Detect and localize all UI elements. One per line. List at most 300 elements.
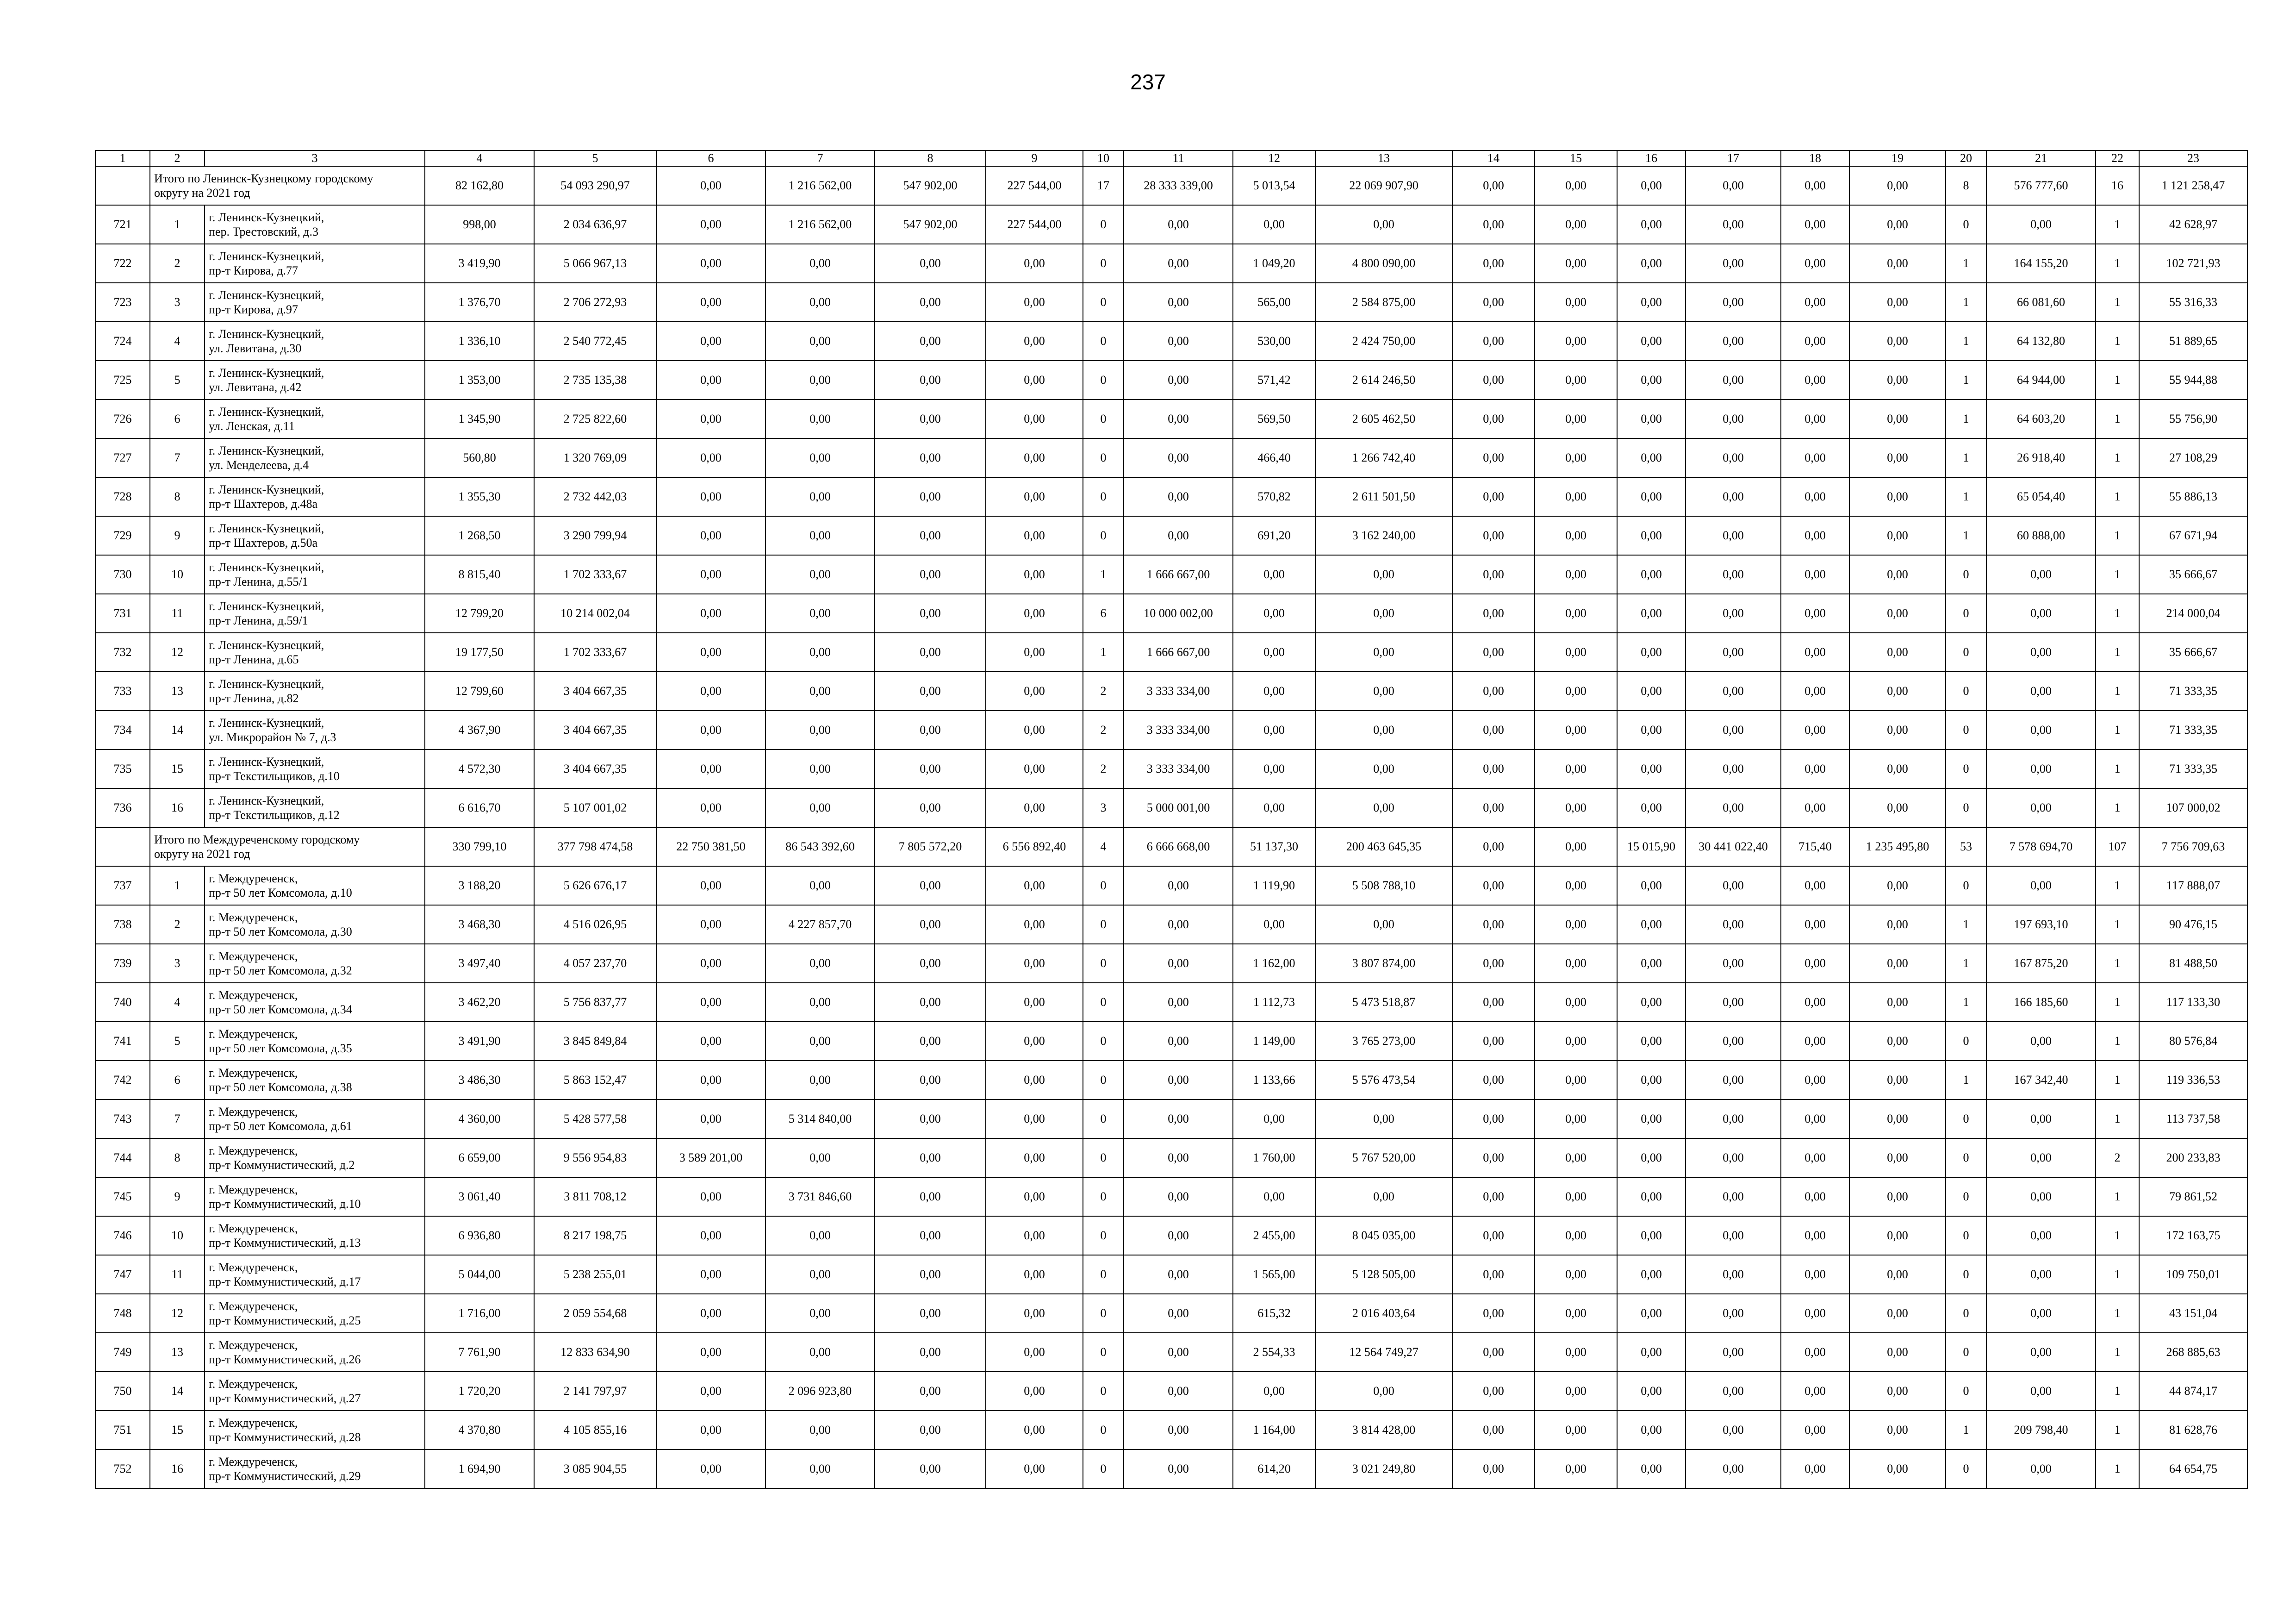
- value-cell: 0,00: [1233, 750, 1315, 788]
- value-cell: 0,00: [1452, 555, 1535, 594]
- value-cell: 0,00: [656, 283, 765, 322]
- row-index: 4: [150, 983, 205, 1022]
- value-cell: 2: [2096, 1138, 2139, 1177]
- value-cell: 5 756 837,77: [534, 983, 656, 1022]
- value-cell: 5 128 505,00: [1315, 1255, 1452, 1294]
- address-cell: г. Ленинск-Кузнецкий, ул. Менделеева, д.4: [205, 438, 425, 477]
- value-cell: 0,00: [765, 594, 875, 633]
- value-cell: 1: [2096, 1177, 2139, 1216]
- value-cell: 0,00: [1452, 594, 1535, 633]
- row-index: 12: [150, 633, 205, 672]
- row-number: 731: [95, 594, 150, 633]
- row-number: 734: [95, 711, 150, 750]
- value-cell: 0,00: [656, 1411, 765, 1449]
- row-index: 13: [150, 1333, 205, 1372]
- value-cell: 0,00: [1233, 594, 1315, 633]
- column-number-cell: 2: [150, 150, 205, 166]
- value-cell: 3 845 849,84: [534, 1022, 656, 1061]
- value-cell: 3 589 201,00: [656, 1138, 765, 1177]
- value-cell: 0,00: [1781, 711, 1849, 750]
- value-cell: 2 554,33: [1233, 1333, 1315, 1372]
- table-row: [95, 633, 2247, 672]
- value-cell: 0,00: [986, 400, 1083, 438]
- address-cell: г. Междуреченск, пр-т 50 лет Комсомола, д.30: [205, 905, 425, 944]
- value-cell: 0,00: [1617, 905, 1686, 944]
- value-cell: 0,00: [1535, 438, 1617, 477]
- value-cell: 0,00: [1986, 1294, 2096, 1333]
- value-cell: 1 149,00: [1233, 1022, 1315, 1061]
- value-cell: 0,00: [875, 866, 986, 905]
- value-cell: 0,00: [1535, 322, 1617, 361]
- value-cell: 1 162,00: [1233, 944, 1315, 983]
- value-cell: 1: [2096, 516, 2139, 555]
- value-cell: 0,00: [1849, 1138, 1946, 1177]
- value-cell: 8 815,40: [425, 555, 534, 594]
- address-cell: г. Ленинск-Кузнецкий, пер. Трестовский, д.3: [205, 205, 425, 244]
- value-cell: 0,00: [875, 594, 986, 633]
- value-cell: 0,00: [1849, 1411, 1946, 1449]
- value-cell: 0,00: [656, 322, 765, 361]
- value-cell: 1 565,00: [1233, 1255, 1315, 1294]
- row-number: 738: [95, 905, 150, 944]
- value-cell: 0,00: [986, 1177, 1083, 1216]
- table-row: [95, 361, 2247, 400]
- value-cell: 2 605 462,50: [1315, 400, 1452, 438]
- value-cell: 1 694,90: [425, 1449, 534, 1488]
- value-cell: 1: [2096, 594, 2139, 633]
- value-cell: 1 216 562,00: [765, 166, 875, 205]
- value-cell: 0,00: [656, 244, 765, 283]
- value-cell: 0: [1946, 633, 1986, 672]
- value-cell: 715,40: [1781, 827, 1849, 866]
- value-cell: 0,00: [765, 788, 875, 827]
- value-cell: 0,00: [1233, 205, 1315, 244]
- value-cell: 79 861,52: [2139, 1177, 2247, 1216]
- value-cell: 4 227 857,70: [765, 905, 875, 944]
- value-cell: 9 556 954,83: [534, 1138, 656, 1177]
- value-cell: 0,00: [1124, 1099, 1233, 1138]
- value-cell: 0,00: [1124, 1411, 1233, 1449]
- value-cell: 1 235 495,80: [1849, 827, 1946, 866]
- value-cell: 0,00: [1686, 283, 1781, 322]
- value-cell: 0,00: [1781, 1255, 1849, 1294]
- value-cell: 1 720,20: [425, 1372, 534, 1411]
- row-number: 737: [95, 866, 150, 905]
- value-cell: 109 750,01: [2139, 1255, 2247, 1294]
- value-cell: 570,82: [1233, 477, 1315, 516]
- row-number: 725: [95, 361, 150, 400]
- value-cell: 0,00: [1315, 1372, 1452, 1411]
- value-cell: 0,00: [1452, 711, 1535, 750]
- value-cell: 0,00: [1686, 788, 1781, 827]
- value-cell: 0,00: [1452, 983, 1535, 1022]
- value-cell: 0,00: [1124, 1022, 1233, 1061]
- value-cell: 82 162,80: [425, 166, 534, 205]
- value-cell: 0,00: [1686, 1099, 1781, 1138]
- value-cell: 0,00: [1233, 633, 1315, 672]
- address-cell: г. Ленинск-Кузнецкий, пр-т Ленина, д.59/1: [205, 594, 425, 633]
- value-cell: 0,00: [1781, 672, 1849, 711]
- value-cell: 0,00: [656, 438, 765, 477]
- address-cell: г. Междуреченск, пр-т 50 лет Комсомола, д.35: [205, 1022, 425, 1061]
- value-cell: 0,00: [1452, 944, 1535, 983]
- value-cell: 0,00: [875, 1372, 986, 1411]
- value-cell: 547 902,00: [875, 166, 986, 205]
- value-cell: 0,00: [875, 983, 986, 1022]
- value-cell: 0,00: [1124, 1372, 1233, 1411]
- value-cell: 4 360,00: [425, 1099, 534, 1138]
- value-cell: 0,00: [1535, 1177, 1617, 1216]
- row-number: 721: [95, 205, 150, 244]
- value-cell: 27 108,29: [2139, 438, 2247, 477]
- value-cell: 0,00: [1535, 905, 1617, 944]
- column-number-cell: 15: [1535, 150, 1617, 166]
- value-cell: 2 614 246,50: [1315, 361, 1452, 400]
- value-cell: 3 404 667,35: [534, 750, 656, 788]
- value-cell: 0,00: [765, 1061, 875, 1099]
- table-row: [95, 1022, 2247, 1061]
- value-cell: 3 021 249,80: [1315, 1449, 1452, 1488]
- value-cell: 0,00: [1233, 555, 1315, 594]
- value-cell: 1: [1946, 322, 1986, 361]
- value-cell: 614,20: [1233, 1449, 1315, 1488]
- value-cell: 64 944,00: [1986, 361, 2096, 400]
- value-cell: 0,00: [656, 1372, 765, 1411]
- value-cell: 0,00: [986, 1255, 1083, 1294]
- value-cell: 0,00: [1124, 244, 1233, 283]
- value-cell: 0,00: [986, 1372, 1083, 1411]
- value-cell: 1: [2096, 1099, 2139, 1138]
- value-cell: 1: [2096, 477, 2139, 516]
- value-cell: 0,00: [986, 1294, 1083, 1333]
- value-cell: 0,00: [875, 1216, 986, 1255]
- value-cell: 4 516 026,95: [534, 905, 656, 944]
- value-cell: 4 057 237,70: [534, 944, 656, 983]
- value-cell: 22 750 381,50: [656, 827, 765, 866]
- address-cell: г. Междуреченск, пр-т Коммунистический, д.27: [205, 1372, 425, 1411]
- value-cell: 0: [1083, 866, 1124, 905]
- value-cell: 0,00: [1849, 1449, 1946, 1488]
- value-cell: 0,00: [1686, 400, 1781, 438]
- value-cell: 0,00: [1535, 633, 1617, 672]
- value-cell: 0,00: [986, 983, 1083, 1022]
- value-cell: 0,00: [986, 1099, 1083, 1138]
- value-cell: 3 085 904,55: [534, 1449, 656, 1488]
- address-cell: г. Ленинск-Кузнецкий, ул. Левитана, д.30: [205, 322, 425, 361]
- value-cell: 0,00: [1617, 1177, 1686, 1216]
- value-cell: 0,00: [1986, 672, 2096, 711]
- row-number: 747: [95, 1255, 150, 1294]
- value-cell: 4 105 855,16: [534, 1411, 656, 1449]
- value-cell: 0,00: [1686, 1449, 1781, 1488]
- table-row: [95, 711, 2247, 750]
- value-cell: 0,00: [1849, 516, 1946, 555]
- value-cell: 166 185,60: [1986, 983, 2096, 1022]
- value-cell: 0,00: [1781, 1177, 1849, 1216]
- value-cell: 7 756 709,63: [2139, 827, 2247, 866]
- value-cell: 117 133,30: [2139, 983, 2247, 1022]
- value-cell: 0,00: [986, 1138, 1083, 1177]
- value-cell: 1: [2096, 1372, 2139, 1411]
- value-cell: 1 760,00: [1233, 1138, 1315, 1177]
- row-number: 749: [95, 1333, 150, 1372]
- row-number: 729: [95, 516, 150, 555]
- value-cell: 0,00: [1617, 1099, 1686, 1138]
- value-cell: 0,00: [656, 205, 765, 244]
- value-cell: 0,00: [1686, 1372, 1781, 1411]
- value-cell: 6 556 892,40: [986, 827, 1083, 866]
- address-cell: г. Ленинск-Кузнецкий, пр-т Шахтеров, д.50а: [205, 516, 425, 555]
- value-cell: 4 572,30: [425, 750, 534, 788]
- value-cell: 7 578 694,70: [1986, 827, 2096, 866]
- value-cell: 0,00: [1617, 788, 1686, 827]
- value-cell: 0,00: [1617, 711, 1686, 750]
- value-cell: 0,00: [1452, 1177, 1535, 1216]
- value-cell: 209 798,40: [1986, 1411, 2096, 1449]
- value-cell: 0,00: [1849, 400, 1946, 438]
- value-cell: 0,00: [1781, 166, 1849, 205]
- value-cell: 0,00: [1233, 1372, 1315, 1411]
- value-cell: 6: [1083, 594, 1124, 633]
- value-cell: 2 034 636,97: [534, 205, 656, 244]
- value-cell: 2 735 135,38: [534, 361, 656, 400]
- value-cell: 0,00: [875, 750, 986, 788]
- value-cell: 0,00: [1452, 1061, 1535, 1099]
- value-cell: 0: [1946, 1216, 1986, 1255]
- value-cell: 0,00: [875, 516, 986, 555]
- column-number-cell: 5: [534, 150, 656, 166]
- table-row: [95, 438, 2247, 477]
- value-cell: 0,00: [1781, 1294, 1849, 1333]
- value-cell: 3 290 799,94: [534, 516, 656, 555]
- value-cell: 0: [1946, 1022, 1986, 1061]
- value-cell: 0,00: [656, 1294, 765, 1333]
- value-cell: 0,00: [1535, 750, 1617, 788]
- value-cell: 0,00: [1849, 983, 1946, 1022]
- value-cell: 0,00: [1535, 1216, 1617, 1255]
- table-row: [95, 244, 2247, 283]
- value-cell: 167 875,20: [1986, 944, 2096, 983]
- value-cell: 1: [2096, 866, 2139, 905]
- column-number-cell: 10: [1083, 150, 1124, 166]
- value-cell: 0,00: [1849, 438, 1946, 477]
- value-cell: 565,00: [1233, 283, 1315, 322]
- value-cell: 0,00: [1849, 1177, 1946, 1216]
- row-index: 5: [150, 361, 205, 400]
- value-cell: 0,00: [986, 594, 1083, 633]
- value-cell: 71 333,35: [2139, 750, 2247, 788]
- table-row: [95, 983, 2247, 1022]
- value-cell: 1: [2096, 244, 2139, 283]
- table-row: [95, 1099, 2247, 1138]
- value-cell: 0,00: [1315, 633, 1452, 672]
- value-cell: 0,00: [1535, 477, 1617, 516]
- value-cell: 64 603,20: [1986, 400, 2096, 438]
- row-index: 8: [150, 477, 205, 516]
- row-number: 733: [95, 672, 150, 711]
- value-cell: 0,00: [765, 283, 875, 322]
- value-cell: 0,00: [1849, 283, 1946, 322]
- value-cell: 0,00: [1535, 283, 1617, 322]
- value-cell: 0: [1083, 322, 1124, 361]
- value-cell: 2 611 501,50: [1315, 477, 1452, 516]
- address-cell: г. Ленинск-Кузнецкий, пр-т Шахтеров, д.48а: [205, 477, 425, 516]
- address-cell: г. Ленинск-Кузнецкий, ул. Ленская, д.11: [205, 400, 425, 438]
- value-cell: 107 000,02: [2139, 788, 2247, 827]
- value-cell: 0,00: [1686, 1255, 1781, 1294]
- value-cell: 0,00: [1124, 1061, 1233, 1099]
- value-cell: 0: [1083, 244, 1124, 283]
- value-cell: 0: [1083, 983, 1124, 1022]
- table-row: [95, 1177, 2247, 1216]
- value-cell: 0,00: [656, 166, 765, 205]
- value-cell: 81 628,76: [2139, 1411, 2247, 1449]
- row-index: 3: [150, 944, 205, 983]
- row-index: 9: [150, 516, 205, 555]
- value-cell: 0,00: [1233, 711, 1315, 750]
- value-cell: 0,00: [1315, 205, 1452, 244]
- page-number: 237: [1130, 70, 1166, 94]
- value-cell: 0,00: [1781, 1372, 1849, 1411]
- value-cell: 53: [1946, 827, 1986, 866]
- table-row: [95, 1449, 2247, 1488]
- row-index: 15: [150, 750, 205, 788]
- value-cell: 0: [1083, 516, 1124, 555]
- value-cell: 0,00: [1986, 555, 2096, 594]
- value-cell: 86 543 392,60: [765, 827, 875, 866]
- value-cell: 0,00: [765, 1294, 875, 1333]
- value-cell: 0,00: [1986, 594, 2096, 633]
- value-cell: 0,00: [656, 1255, 765, 1294]
- value-cell: 1: [2096, 438, 2139, 477]
- value-cell: 6 616,70: [425, 788, 534, 827]
- value-cell: 0: [1946, 1333, 1986, 1372]
- value-cell: 0,00: [656, 516, 765, 555]
- value-cell: 0,00: [765, 633, 875, 672]
- value-cell: 1 716,00: [425, 1294, 534, 1333]
- value-cell: 0,00: [986, 361, 1083, 400]
- value-cell: 0,00: [1849, 1294, 1946, 1333]
- value-cell: 55 756,90: [2139, 400, 2247, 438]
- value-cell: 1: [2096, 1294, 2139, 1333]
- value-cell: 0,00: [1849, 1372, 1946, 1411]
- value-cell: 0,00: [1124, 400, 1233, 438]
- value-cell: 2 016 403,64: [1315, 1294, 1452, 1333]
- value-cell: 0,00: [656, 788, 765, 827]
- value-cell: 0: [1083, 1099, 1124, 1138]
- value-cell: 0,00: [1617, 322, 1686, 361]
- value-cell: 2 706 272,93: [534, 283, 656, 322]
- value-cell: 0,00: [1986, 1099, 2096, 1138]
- value-cell: 7 805 572,20: [875, 827, 986, 866]
- value-cell: 1 164,00: [1233, 1411, 1315, 1449]
- value-cell: 0,00: [1986, 866, 2096, 905]
- value-cell: 0,00: [1686, 633, 1781, 672]
- value-cell: 102 721,93: [2139, 244, 2247, 283]
- address-cell: г. Междуреченск, пр-т 50 лет Комсомола, д.32: [205, 944, 425, 983]
- value-cell: 0,00: [1535, 866, 1617, 905]
- value-cell: 0,00: [1781, 750, 1849, 788]
- value-cell: 71 333,35: [2139, 672, 2247, 711]
- value-cell: 5 013,54: [1233, 166, 1315, 205]
- value-cell: 0,00: [875, 1099, 986, 1138]
- value-cell: 7 761,90: [425, 1333, 534, 1372]
- value-cell: 0: [1083, 1372, 1124, 1411]
- value-cell: 0,00: [1452, 477, 1535, 516]
- table-row: [95, 788, 2247, 827]
- value-cell: 0,00: [875, 905, 986, 944]
- value-cell: 35 666,67: [2139, 633, 2247, 672]
- value-cell: 0,00: [1986, 633, 2096, 672]
- row-number: 724: [95, 322, 150, 361]
- value-cell: 5 863 152,47: [534, 1061, 656, 1099]
- value-cell: 0,00: [1781, 477, 1849, 516]
- value-cell: 1: [2096, 1022, 2139, 1061]
- address-cell: г. Междуреченск, пр-т 50 лет Комсомола, д.38: [205, 1061, 425, 1099]
- value-cell: 0,00: [1781, 1333, 1849, 1372]
- value-cell: 0,00: [1617, 1255, 1686, 1294]
- address-cell: г. Междуреченск, пр-т Коммунистический, д.28: [205, 1411, 425, 1449]
- value-cell: 0,00: [1686, 1216, 1781, 1255]
- value-cell: 0,00: [1986, 750, 2096, 788]
- value-cell: 0,00: [1617, 1061, 1686, 1099]
- value-cell: 8 217 198,75: [534, 1216, 656, 1255]
- row-index: 1: [150, 866, 205, 905]
- table-row: [95, 283, 2247, 322]
- value-cell: 1: [2096, 555, 2139, 594]
- value-cell: 0,00: [1535, 1022, 1617, 1061]
- value-cell: 0,00: [1686, 166, 1781, 205]
- value-cell: 0: [1083, 1138, 1124, 1177]
- value-cell: 1 702 333,67: [534, 633, 656, 672]
- address-cell: г. Ленинск-Кузнецкий, пр-т Текстильщиков, д.12: [205, 788, 425, 827]
- value-cell: 1: [2096, 1449, 2139, 1488]
- value-cell: 0,00: [765, 322, 875, 361]
- value-cell: 0,00: [1124, 361, 1233, 400]
- value-cell: 0,00: [875, 1449, 986, 1488]
- row-index: 12: [150, 1294, 205, 1333]
- value-cell: 0,00: [1849, 477, 1946, 516]
- value-cell: 0: [1083, 1061, 1124, 1099]
- row-index: 8: [150, 1138, 205, 1177]
- value-cell: 0,00: [1986, 788, 2096, 827]
- value-cell: 12 799,60: [425, 672, 534, 711]
- row-number: 752: [95, 1449, 150, 1488]
- value-cell: 0,00: [1849, 633, 1946, 672]
- value-cell: 64 132,80: [1986, 322, 2096, 361]
- column-number-cell: 22: [2096, 150, 2139, 166]
- value-cell: 227 544,00: [986, 166, 1083, 205]
- value-cell: 66 081,60: [1986, 283, 2096, 322]
- value-cell: 0: [1083, 1022, 1124, 1061]
- value-cell: 3 811 708,12: [534, 1177, 656, 1216]
- value-cell: 0,00: [656, 905, 765, 944]
- value-cell: 6 659,00: [425, 1138, 534, 1177]
- value-cell: 0,00: [765, 1411, 875, 1449]
- value-cell: 0,00: [1617, 1333, 1686, 1372]
- value-cell: 0,00: [1986, 1449, 2096, 1488]
- row-index: 14: [150, 711, 205, 750]
- value-cell: 0,00: [1452, 361, 1535, 400]
- table-row: [95, 400, 2247, 438]
- value-cell: 0,00: [986, 283, 1083, 322]
- address-cell: г. Междуреченск, пр-т Коммунистический, д.13: [205, 1216, 425, 1255]
- value-cell: 0,00: [875, 1138, 986, 1177]
- value-cell: 2 059 554,68: [534, 1294, 656, 1333]
- value-cell: 0,00: [1849, 788, 1946, 827]
- value-cell: 0,00: [1781, 633, 1849, 672]
- row-number: 722: [95, 244, 150, 283]
